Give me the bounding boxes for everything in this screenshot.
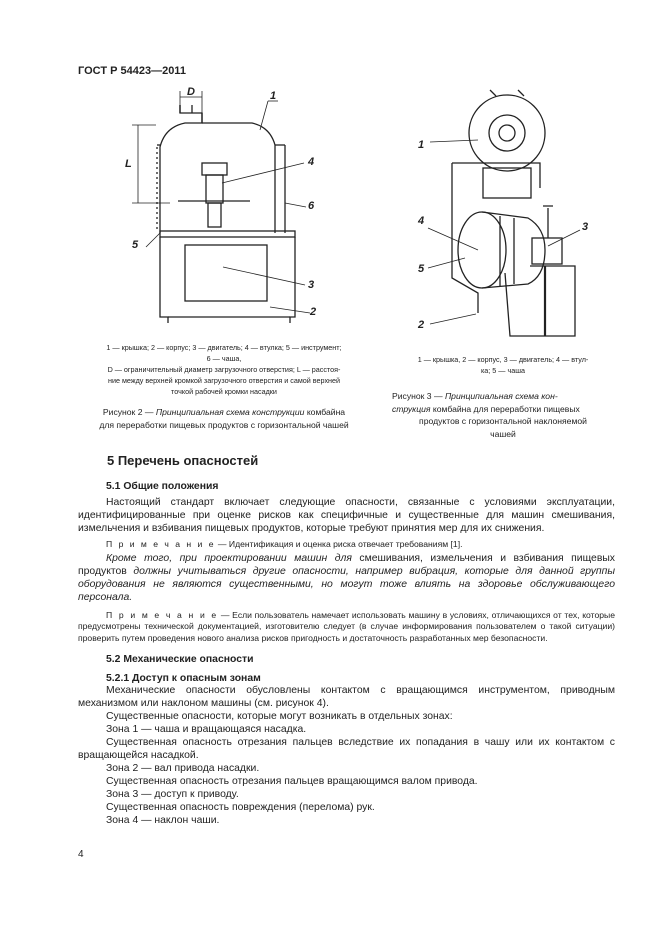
fig3-label-3: 3 — [582, 221, 589, 233]
note-2-text: — Если пользователь намечает использовать машину в условиях, отличающихся от тех, которые предусмотрены технической документацией, изготовителю следует (в случае информирования пользователем о такой ситуации) проверить путем проведения нового анализа рисков пригодность и достаточность разработанных мер безопасности. — [78, 609, 615, 644]
section-5-1-paragraph: Настоящий стандарт включает следующие опасности, связанные с условиями эксплуатации, идентифицированные при оценке рисков как специфичные и существенные для машин смешивания, измельчения и взбивания пищевых продуктов, которые требуют принятия мер для их снижения. — [78, 496, 615, 534]
fig2-legend-line: точкой рабочей кромки насадки — [171, 387, 277, 396]
para2-italic-2: должны учитываться другие опасности, например вибрация, которые для данной группы оборудования не являются существенными, но могут тоже влиять на здоровье обслуживающего персонала. — [78, 566, 615, 603]
fig2-legend-line: D — ограничительный диаметр загрузочного отверстия; L — расстоя- — [107, 365, 341, 374]
fig2-legend-line: 1 — крышка; 2 — корпус; 3 — двигатель; 4 — втулка; 5 — инструмент; — [106, 343, 342, 352]
fig3-caption-rest2: комбайна для переработки пищевых — [432, 403, 580, 414]
section-5-1-paragraph-2 — [78, 553, 615, 605]
fig3-caption-italic1: Принципиальная схема кон- — [444, 391, 558, 401]
note-2-label: П р и м е ч а н и е — [106, 609, 219, 620]
page-number: 4 — [78, 849, 84, 860]
document-header: ГОСТ Р 54423—2011 — [78, 65, 186, 77]
note-2 — [78, 610, 615, 645]
figure-2-legend — [78, 342, 370, 397]
fig3-label-2: 2 — [418, 319, 425, 331]
figure-2-drawing — [110, 85, 335, 335]
section-5-body — [78, 481, 615, 827]
zone-line: Существенные опасности, которые могут возникать в отдельных зонах: — [106, 711, 453, 723]
fig3-caption-line4: чашей — [490, 428, 516, 439]
fig3-label-5: 5 — [418, 263, 425, 275]
fig3-legend-line: ка; 5 — чаша — [481, 366, 525, 375]
fig2-label-l: L — [125, 158, 132, 170]
figure-3-drawing — [410, 88, 600, 338]
fig2-legend-line: 6 — чаша, — [206, 354, 242, 363]
fig3-label-1: 1 — [418, 139, 425, 151]
fig2-label-d: D — [187, 86, 195, 98]
section-5-2-1-paragraph: Механические опасности обусловлены контактом с вращающимся инструментом, приводным механизмом или наклоном машины (см. рисунок 4). — [78, 685, 615, 710]
fig3-caption-italic2: струкция — [392, 403, 431, 414]
zone-line: Зона 2 — вал привода насадки. — [106, 762, 260, 774]
zone-line: Существенная опасность отрезания пальцев вращающимся валом привода. — [106, 775, 478, 787]
fig2-label-4: 4 — [308, 156, 315, 168]
fig3-caption-prefix: Рисунок 3 — — [392, 391, 443, 401]
note-1 — [78, 539, 615, 551]
zone-line: Зона 3 — доступ к приводу. — [106, 788, 239, 800]
zone-line: Существенная опасность отрезания пальцев вследствие их попадания в чашу или их контактом с вращающейся насадкой. — [78, 737, 615, 761]
figure-2-caption — [78, 406, 370, 431]
fig2-label-2: 2 — [310, 306, 317, 318]
zone-line: Зона 1 — чаша и вращающаяся насадка. — [106, 724, 307, 736]
fig3-legend-line: 1 — крышка, 2 — корпус, 3 — двигатель; 4 — втул- — [417, 355, 589, 364]
fig2-label-1: 1 — [270, 90, 277, 102]
fig2-caption-line2: для переработки пищевых продуктов с горизонтальной чашей — [99, 419, 349, 430]
section-5-1-heading: 5.1 Общие положения — [106, 481, 219, 492]
fig3-caption-line3: продуктов с горизонтальной наклоняемой — [419, 416, 587, 426]
note-1-label: П р и м е ч а н и е — [106, 538, 216, 549]
para2-normal-1: смешивания, измельчения и взбивания пищевых продуктов — [78, 553, 616, 578]
section-5-2-heading: 5.2 Механические опасности — [106, 653, 254, 665]
fig2-label-3: 3 — [308, 279, 315, 291]
para2-italic-1: Кроме того, при проектировании машин для — [106, 553, 352, 565]
fig2-caption-rest: комбайна — [306, 407, 346, 417]
figure-3-caption — [392, 390, 614, 440]
zone-line: Существенная опасность повреждения (перелома) рук. — [106, 801, 375, 813]
fig3-label-4: 4 — [418, 215, 425, 227]
figure-3-legend — [392, 354, 614, 376]
section-5-2-1-heading: 5.2.1 Доступ к опасным зонам — [106, 672, 261, 684]
fig2-legend-line: ние между верхней кромкой загрузочного отверстия и самой верхней — [107, 376, 341, 385]
section-5-heading: 5 Перечень опасностей — [107, 453, 259, 468]
fig2-label-6: 6 — [308, 200, 315, 212]
fig2-label-5: 5 — [132, 239, 139, 251]
zone-line: Зона 4 — наклон чаши. — [106, 814, 220, 826]
fig2-caption-prefix: Рисунок 2 — — [102, 407, 154, 417]
fig2-caption-italic: Принципиальная схема конструкции — [155, 407, 305, 417]
note-1-text: — Идентификация и оценка риска отвечает требованиям [1]. — [217, 538, 463, 549]
